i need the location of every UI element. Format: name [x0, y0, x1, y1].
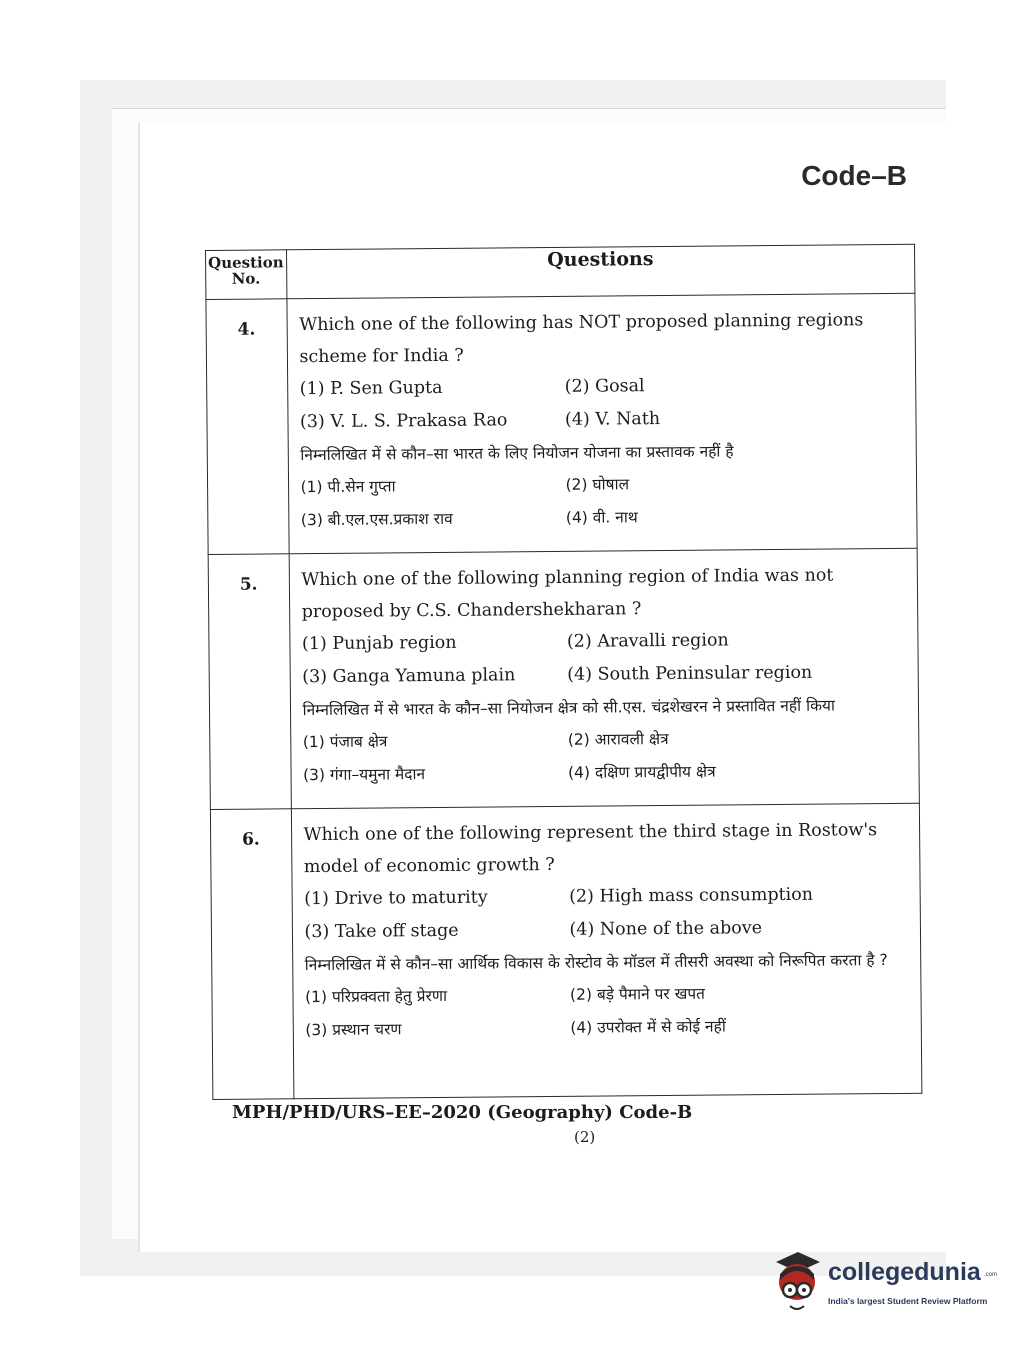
- option: (2) बड़े पैमाने पर खपत: [569, 984, 706, 1004]
- option: (4) South Peninsular region: [567, 662, 813, 685]
- option: (2) आरावली क्षेत्र: [567, 729, 669, 749]
- option: (3) गंगा–यमुना मैदान: [303, 765, 426, 785]
- options-hindi: [303, 721, 911, 792]
- question-number: 4.: [206, 299, 289, 555]
- option: (1) पंजाब क्षेत्र: [302, 732, 388, 752]
- options-english: [304, 878, 912, 949]
- option: (2) Aravalli region: [566, 630, 729, 652]
- option: (1) P. Sen Gupta: [299, 377, 443, 400]
- question-text-english: Which one of the following planning region of India was not proposed by C.S. Chandershekharan ?: [301, 565, 834, 623]
- table-header-row: [206, 244, 915, 299]
- page-number: (2): [574, 1128, 596, 1146]
- question-text-hindi: निम्नलिखित में से भारत के कौन–सा नियोजन क्षेत्र को सी.एस. चंद्रशेखरन ने प्रस्तावित नहीं किया: [302, 696, 836, 720]
- question-content: [291, 803, 922, 1098]
- option: (2) Gosal: [564, 376, 645, 397]
- logo-wordmark: collegedunia: [828, 1258, 981, 1286]
- option: (1) पी.सेन गुप्ता: [300, 477, 396, 497]
- question-row: [208, 548, 919, 809]
- question-row: [210, 803, 922, 1099]
- question-text-english: Which one of the following has NOT proposed planning regions scheme for India ?: [299, 310, 864, 368]
- options-english: [300, 368, 908, 439]
- question-table: [205, 244, 922, 1100]
- collegedunia-watermark: [770, 1252, 998, 1322]
- option: (1) Punjab region: [301, 632, 457, 655]
- option: (4) None of the above: [569, 918, 763, 940]
- option: (3) Take off stage: [304, 920, 459, 943]
- options-hindi: [300, 466, 908, 537]
- option: (3) V. L. S. Prakasa Rao: [299, 410, 508, 433]
- question-content: [286, 293, 917, 553]
- option: (4) V. Nath: [564, 409, 661, 430]
- option: (2) घोषाल: [565, 475, 630, 494]
- option: (1) परिप्रक्वता हेतु प्रेरणा: [304, 986, 448, 1007]
- mascot-icon: [770, 1252, 824, 1318]
- option: (4) उपरोक्त में से कोई नहीं: [570, 1017, 726, 1037]
- options-hindi: [305, 976, 913, 1047]
- question-text-hindi: निम्नलिखित में से कौन–सा भारत के लिए नियोजन योजना का प्रस्तावक नहीं है: [300, 442, 734, 465]
- option: (3) बी.एल.एस.प्रकाश राव: [300, 509, 453, 530]
- option: (2) High mass consumption: [569, 884, 814, 907]
- question-number: 6.: [210, 809, 293, 1100]
- paper-code: Code–B: [801, 160, 907, 191]
- option: (4) दक्षिण प्रायद्वीपीय क्षेत्र: [567, 762, 716, 782]
- logo-tagline: India's largest Student Review Platform: [828, 1296, 988, 1306]
- footer-exam-code: MPH/PHD/URS–EE–2020 (Geography) Code-B: [232, 1102, 693, 1123]
- option: (3) प्रस्थान चरण: [305, 1020, 402, 1040]
- option: (1) Drive to maturity: [304, 887, 488, 910]
- question-text-hindi: निम्नलिखित में से कौन–सा आर्थिक विकास के रोस्टोव के मॉडल में तीसरी अवस्था को निरूपित करता है ?: [304, 951, 888, 975]
- column-header-number: Question No.: [206, 250, 287, 300]
- options-english: [302, 623, 910, 694]
- question-content: [289, 548, 920, 808]
- question-text-english: Which one of the following represent the third stage in Rostow's model of economic growth ?: [303, 820, 878, 878]
- option: (4) वी. नाथ: [565, 508, 638, 527]
- logo-domain: .com: [984, 1272, 998, 1278]
- column-header-questions: Questions: [286, 244, 915, 298]
- question-number: 5.: [208, 554, 291, 810]
- question-row: [206, 293, 917, 554]
- option: (3) Ganga Yamuna plain: [302, 665, 516, 688]
